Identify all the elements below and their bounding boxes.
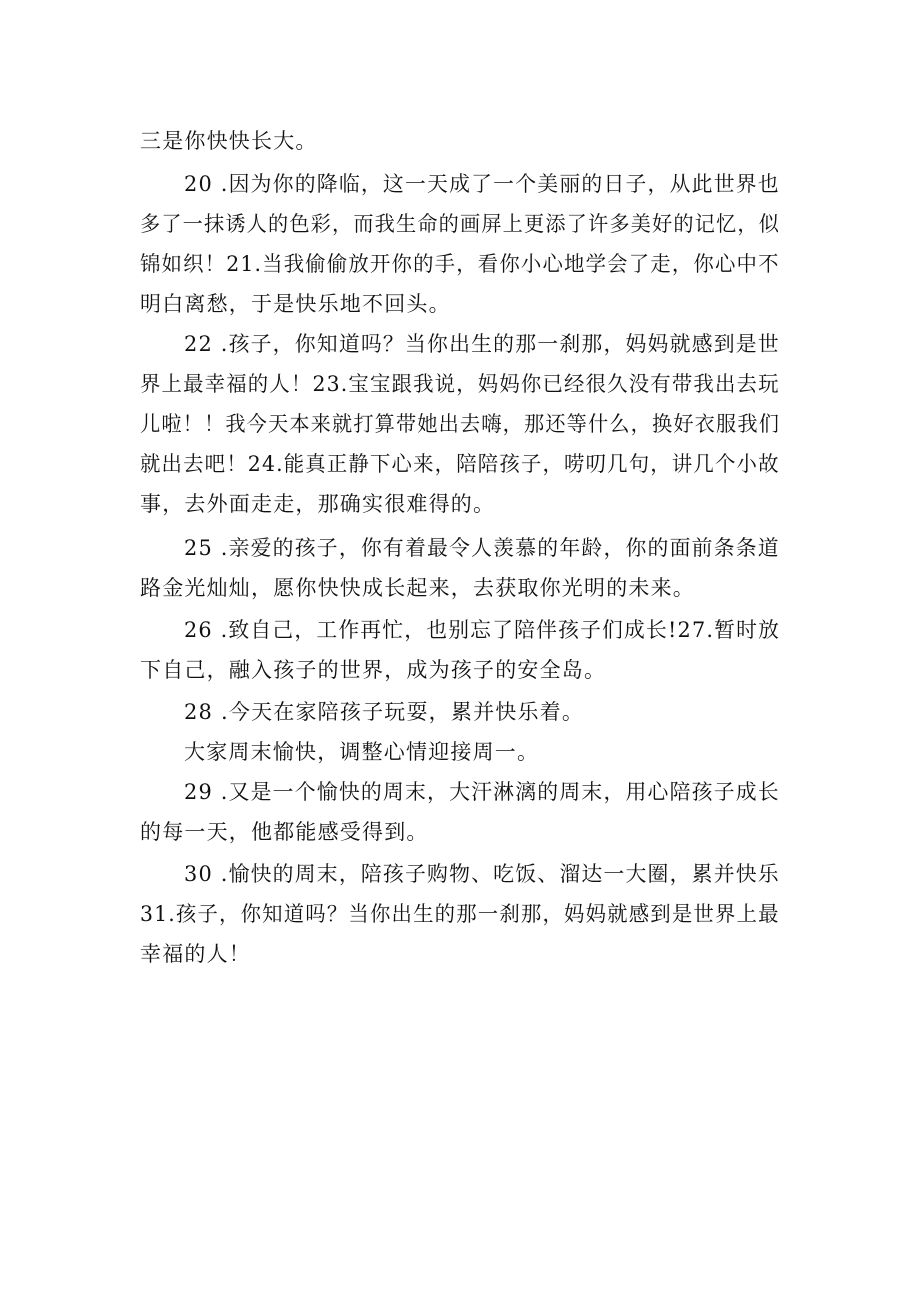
text-line: 31.孩子，你知道吗？当你出生的那一刹那，妈妈就感到是世界上最 <box>140 902 780 926</box>
text-line: 界上最幸福的人！23.宝宝跟我说，妈妈你已经很久没有带我出去玩 <box>140 372 780 396</box>
text-line: 三是你快快长大。 <box>140 129 318 153</box>
text-line: 明白离愁，于是快乐地不回头。 <box>140 292 451 316</box>
text-line: 20 .因为你的降临，这一天成了一个美丽的日子，从此世界也 <box>184 172 780 196</box>
text-line: 28 .今天在家陪孩子玩耍，累并快乐着。 <box>184 700 585 724</box>
text-line: 事，去外面走走，那确实很难得的。 <box>140 492 496 516</box>
text-line: 幸福的人！ <box>140 942 251 966</box>
text-line: 儿啦！！我今天本来就打算带她出去嗨，那还等什么，换好衣服我们 <box>140 412 781 436</box>
text-line: 路金光灿灿，愿你快快成长起来，去获取你光明的未来。 <box>140 576 695 600</box>
text-line: 下自己，融入孩子的世界，成为孩子的安全岛。 <box>140 658 607 682</box>
text-line: 多了一抹诱人的色彩，而我生命的画屏上更添了许多美好的记忆，似 <box>140 212 781 236</box>
text-line: 25 .亲爱的孩子，你有着最令人羡慕的年龄，你的面前条条道 <box>184 536 780 560</box>
text-line: 30 .愉快的周末，陪孩子购物、吃饭、溜达一大圈，累并快乐 <box>184 862 780 886</box>
text-line: 大家周末愉快，调整心情迎接周一。 <box>184 740 540 764</box>
text-line: 22 .孩子，你知道吗？当你出生的那一刹那，妈妈就感到是世 <box>184 332 780 356</box>
text-line: 就出去吧！24.能真正静下心来，陪陪孩子，唠叨几句，讲几个小故 <box>140 452 780 476</box>
text-line: 的每一天，他都能感受得到。 <box>140 820 429 844</box>
text-line: 29 .又是一个愉快的周末，大汗淋漓的周末，用心陪孩子成长 <box>184 780 780 804</box>
text-line: 锦如织！21.当我偷偷放开你的手，看你小心地学会了走，你心中不 <box>140 252 780 276</box>
text-line: 26 .致自己，工作再忙，也别忘了陪伴孩子们成长!27.暂时放 <box>184 618 781 642</box>
